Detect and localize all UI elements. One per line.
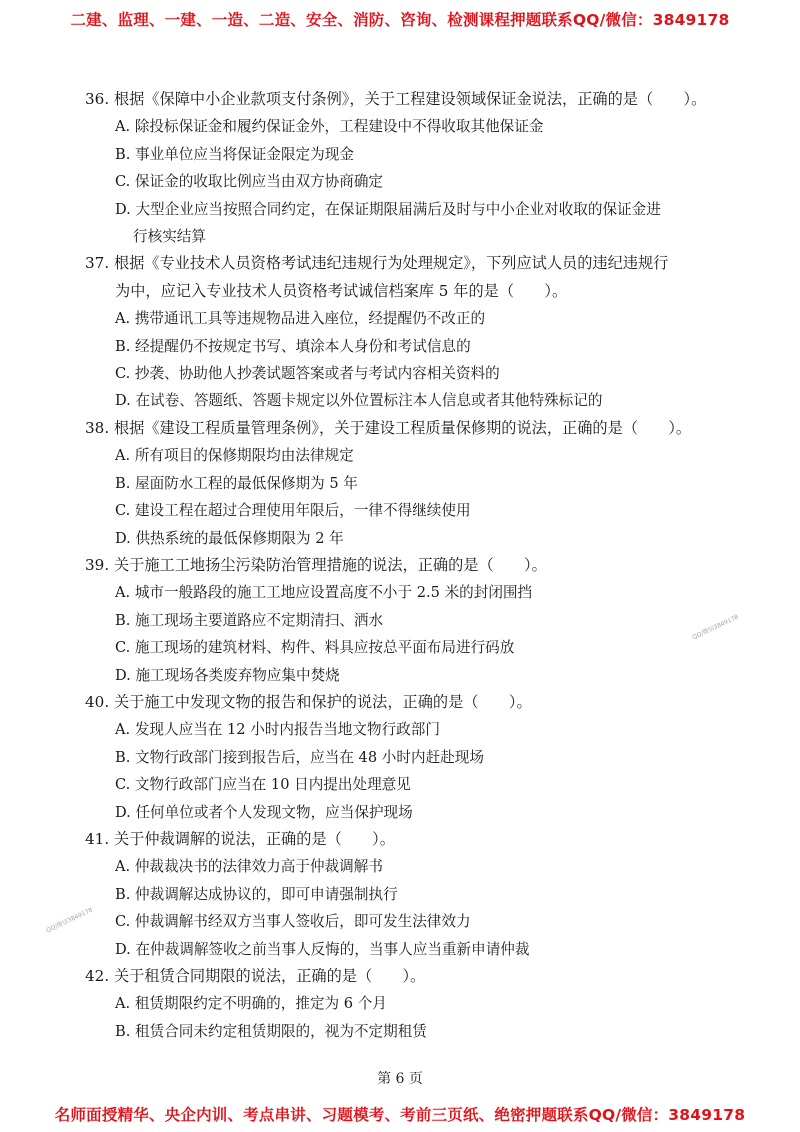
question-40-stem: 40. 关于施工中发现文物的报告和保护的说法，正确的是（ ）。 bbox=[85, 692, 532, 711]
q36-option-d-cont: 行核实结算 bbox=[133, 228, 206, 246]
q36-option-d: D. 大型企业应当按照合同约定，在保证期限届满后及时与中小企业对收取的保证金进 bbox=[115, 200, 661, 218]
q39-option-c: C. 施工现场的建筑材料、构件、料具应按总平面布局进行码放 bbox=[115, 639, 515, 657]
question-36 bbox=[85, 86, 725, 113]
q40-option-c: C. 文物行政部门应当在 10 日内提出处理意见 bbox=[115, 776, 411, 794]
top-ad-banner: 二建、监理、一建、一造、二造、安全、消防、咨询、检测课程押题联系QQ/微信：3849178 bbox=[70, 11, 730, 29]
question-42-stem: 42. 关于租赁合同期限的说法，正确的是（ ）。 bbox=[85, 967, 426, 985]
q41-option-a: A. 仲裁裁决书的法律效力高于仲裁调解书 bbox=[115, 858, 383, 876]
question-37-stem-cont: 为中，应记入专业技术人员资格考试诚信档案库 5 年的是（ ）。 bbox=[115, 281, 568, 300]
q40-option-b: B. 文物行政部门接到报告后，应当在 48 小时内赶赴现场 bbox=[115, 748, 484, 766]
q36-option-c: C. 保证金的收取比例应当由双方协商确定 bbox=[115, 173, 384, 191]
bottom-ad-banner: 名师面授精华、央企内训、考点串讲、习题模考、考前三页纸、绝密押题联系QQ/微信：3849178 bbox=[54, 1106, 746, 1124]
q41-option-b: B. 仲裁调解达成协议的，即可申请强制执行 bbox=[115, 885, 398, 903]
q36-option-a: A. 除投标保证金和履约保证金外，工程建设中不得收取其他保证金 bbox=[115, 118, 544, 136]
question-list bbox=[85, 86, 725, 1045]
q37-option-a: A. 携带通讯工具等违规物品进入座位，经提醒仍不改正的 bbox=[115, 310, 486, 328]
q38-option-a: A. 所有项目的保修期限均由法律规定 bbox=[115, 447, 354, 465]
q39-option-d: D. 施工现场各类废弃物应集中焚烧 bbox=[115, 666, 340, 684]
q36-option-b: B. 事业单位应当将保证金限定为现金 bbox=[115, 145, 354, 163]
question-38-stem: 38. 根据《建设工程质量管理条例》，关于建设工程质量保修期的说法，正确的是（ ）。 bbox=[85, 418, 692, 437]
q38-option-d: D. 供热系统的最低保修期限为 2 年 bbox=[115, 529, 344, 547]
question-38 bbox=[85, 415, 725, 442]
q38-option-c: C. 建设工程在超过合理使用年限后，一律不得继续使用 bbox=[115, 502, 471, 520]
q37-option-b: B. 经提醒仍不按规定书写、填涂本人身份和考试信息的 bbox=[115, 337, 471, 355]
q42-option-b: B. 租赁合同未约定租赁期限的，视为不定期租赁 bbox=[115, 1022, 427, 1040]
q37-option-d: D. 在试卷、答题纸、答题卡规定以外位置标注本人信息或者其他特殊标记的 bbox=[115, 392, 603, 410]
q42-option-a: A. 租赁期限约定不明确的，推定为 6 个月 bbox=[115, 995, 387, 1013]
q41-option-c: C. 仲裁调解书经双方当事人签收后，即可发生法律效力 bbox=[115, 913, 471, 931]
question-39-stem: 39. 关于施工工地扬尘污染防治管理措施的说法，正确的是（ ）。 bbox=[85, 555, 547, 574]
question-40 bbox=[85, 689, 725, 716]
question-37 bbox=[85, 250, 725, 305]
q39-option-a: A. 城市一般路段的施工工地应设置高度不小于 2.5 米的封闭围挡 bbox=[115, 584, 533, 602]
q39-option-b: B. 施工现场主要道路应不定期清扫、洒水 bbox=[115, 611, 384, 629]
question-41 bbox=[85, 826, 725, 853]
q38-option-b: B. 屋面防水工程的最低保修期为 5 年 bbox=[115, 474, 358, 492]
q41-option-d: D. 在仲裁调解签收之前当事人反悔的，当事人应当重新申请仲裁 bbox=[115, 940, 530, 958]
question-36-stem: 36. 根据《保障中小企业款项支付条例》，关于工程建设领域保证金说法，正确的是（ ）。 bbox=[85, 90, 707, 108]
watermark-stamp-right: QQ/微信3849178 bbox=[691, 613, 740, 642]
question-37-stem: 37. 根据《专业技术人员资格考试违纪违规行为处理规定》，下列应试人员的违纪违规行 bbox=[85, 254, 669, 273]
q40-option-d: D. 任何单位或者个人发现文物，应当保护现场 bbox=[115, 803, 413, 821]
q40-option-a: A. 发现人应当在 12 小时内报告当地文物行政部门 bbox=[115, 721, 440, 739]
question-41-stem: 41. 关于仲裁调解的说法，正确的是（ ）。 bbox=[85, 829, 395, 848]
question-42 bbox=[85, 963, 725, 990]
q37-option-c: C. 抄袭、协助他人抄袭试题答案或者与考试内容相关资料的 bbox=[115, 365, 500, 383]
page-number: 第 6 页 bbox=[377, 1071, 423, 1087]
watermark-stamp-left: QQ/微信3849178 bbox=[45, 906, 94, 935]
question-39 bbox=[85, 552, 725, 579]
